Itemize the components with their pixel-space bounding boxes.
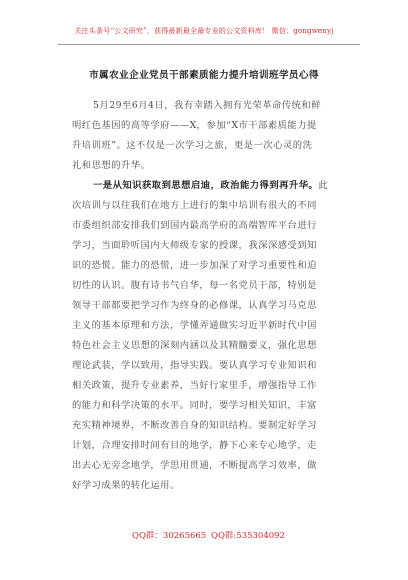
paragraph-line: 升培训班”。这不仅是一次学习之旅，更是一次心灵的洗 xyxy=(72,140,313,151)
paragraph-intro xyxy=(72,96,344,176)
footer-qq-group-right: QQ群:535304092 xyxy=(211,531,285,541)
paragraph-line: 市委组织部安排我们到国内最高学府的高端智库平台进行 xyxy=(72,220,317,231)
footer-qq-group-left: QQ群：30265665 xyxy=(132,531,207,541)
header-banner: 关注头条号“公文研究”，获得最新最全最专业的公文资料库！ 微信：gongwenyj xyxy=(74,27,334,35)
document-title: 市属农业企业党员干部素质能力提升培训班学员心得 xyxy=(89,70,319,81)
paragraph-line: 特色社会主义思想的深刻内涵以及其精髓要义，强化思想 xyxy=(72,340,317,351)
paragraph-line: 充实精神境界，不断改善自身的知识结构。要制定好学习 xyxy=(72,420,317,431)
paragraph-line: 理论武装，学以致用，指导实践。要认真学习专业知识和 xyxy=(72,360,317,371)
paragraph-line: 5月29至6月4日，我有幸踏入拥有光荣革命传统和鲜 xyxy=(93,100,322,111)
paragraph-line: 切性的认识。腹有诗书气自华，每一名党员干部，特别是 xyxy=(72,280,317,291)
paragraph-lead-heading: 一是从知识获取到思想启迪，政治能力得到再升华。 xyxy=(93,180,319,191)
paragraph-line: 学习，当面聆听国内大师级专家的授课，我深深感受到知 xyxy=(72,240,317,251)
paragraph-line: 识的恐慌、能力的恐慌，进一步加深了对学习重要性和迫 xyxy=(72,260,317,271)
paragraph-line: 主义的基本原理和方法，学懂弄通做实习近平新时代中国 xyxy=(72,320,317,331)
paragraph-line: 相关政策，提升专业素养，当好行家里手，增强指导工作 xyxy=(72,380,317,391)
paragraph-line: 明红色基因的高等学府——X，参加“X市干部素质能力提 xyxy=(72,120,317,131)
paragraph-first-line xyxy=(72,176,344,196)
paragraph-line: 的能力和科学决策的水平。同时，要学习相关知识，丰富 xyxy=(72,400,317,411)
paragraph-line: 领导干部都要把学习作为终身的必修课，认真学习马克思 xyxy=(72,300,317,311)
paragraph-line: 礼和思想的升华。 xyxy=(72,160,151,171)
paragraph-line: 计划，合理安排时间有目的地学，静下心来专心地学，走 xyxy=(72,440,317,451)
paragraph-line: 次培训与以往我们在地方上进行的集中培训有很大的不同 xyxy=(72,200,317,211)
paragraph-political-ability xyxy=(72,176,344,496)
header-divider xyxy=(58,44,360,45)
paragraph-line: 好学习成果的转化运用。 xyxy=(72,480,180,491)
paragraph-line: 出去心无旁念地学，学思用贯通，不断提高学习效率，做 xyxy=(72,460,317,471)
document-body xyxy=(72,96,344,496)
paragraph-lead-tail: 此 xyxy=(318,180,329,191)
